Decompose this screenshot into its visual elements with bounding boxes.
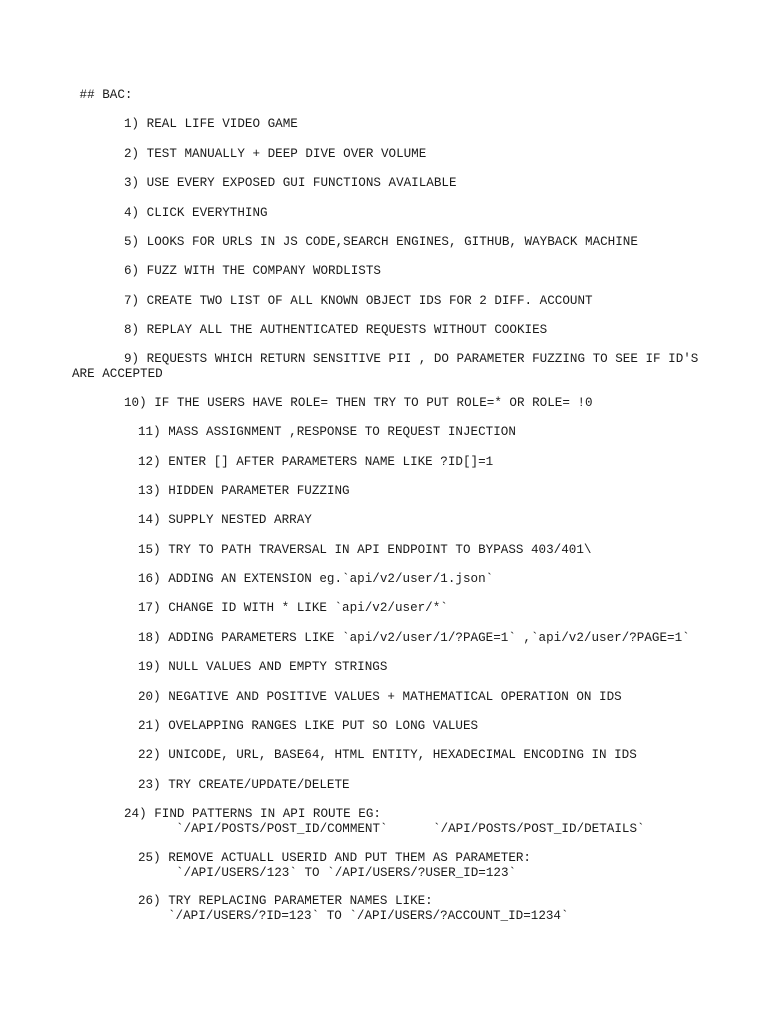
list-item: 12) ENTER [] AFTER PARAMETERS NAME LIKE ?ID[]=1 (138, 455, 494, 469)
list-item: 5) LOOKS FOR URLS IN JS CODE,SEARCH ENGINES, GITHUB, WAYBACK MACHINE (124, 235, 638, 249)
list-item: 14) SUPPLY NESTED ARRAY (138, 513, 312, 527)
list-item: 9) REQUESTS WHICH RETURN SENSITIVE PII , DO PARAMETER FUZZING TO SEE IF ID'S (124, 352, 699, 366)
list-item: 25) REMOVE ACTUALL USERID AND PUT THEM AS PARAMETER: (138, 851, 531, 865)
list-item: 1) REAL LIFE VIDEO GAME (124, 117, 298, 131)
list-item-example: `/API/USERS/?ID=123` TO `/API/USERS/?ACCOUNT_ID=1234` (168, 909, 569, 923)
list-item-continuation: ARE ACCEPTED (72, 367, 163, 381)
list-item: 4) CLICK EVERYTHING (124, 206, 268, 220)
document-heading: ## BAC: (72, 88, 133, 102)
list-item: 6) FUZZ WITH THE COMPANY WORDLISTS (124, 264, 381, 278)
list-item: 23) TRY CREATE/UPDATE/DELETE (138, 778, 350, 792)
list-item: 7) CREATE TWO LIST OF ALL KNOWN OBJECT IDS FOR 2 DIFF. ACCOUNT (124, 294, 593, 308)
list-item: 2) TEST MANUALLY + DEEP DIVE OVER VOLUME (124, 147, 427, 161)
list-item: 22) UNICODE, URL, BASE64, HTML ENTITY, HEXADECIMAL ENCODING IN IDS (138, 748, 637, 762)
list-item: 19) NULL VALUES AND EMPTY STRINGS (138, 660, 388, 674)
list-item: 16) ADDING AN EXTENSION eg.`api/v2/user/1.json` (138, 572, 494, 586)
list-item: 26) TRY REPLACING PARAMETER NAMES LIKE: (138, 894, 433, 908)
list-item: 13) HIDDEN PARAMETER FUZZING (138, 484, 350, 498)
list-item-example: `/API/POSTS/POST_ID/COMMENT` `/API/POSTS/POST_ID/DETAILS` (176, 822, 645, 836)
list-item: 11) MASS ASSIGNMENT ,RESPONSE TO REQUEST INJECTION (138, 425, 516, 439)
list-item-example: `/API/USERS/123` TO `/API/USERS/?USER_ID=123` (176, 866, 517, 880)
list-item: 18) ADDING PARAMETERS LIKE `api/v2/user/1/?PAGE=1` ,`api/v2/user/?PAGE=1` (138, 631, 690, 645)
list-item: 20) NEGATIVE AND POSITIVE VALUES + MATHEMATICAL OPERATION ON IDS (138, 690, 622, 704)
list-item: 21) OVELAPPING RANGES LIKE PUT SO LONG VALUES (138, 719, 479, 733)
list-item: 10) IF THE USERS HAVE ROLE= THEN TRY TO PUT ROLE=* OR ROLE= !0 (124, 396, 593, 410)
list-item: 17) CHANGE ID WITH * LIKE `api/v2/user/*` (138, 601, 448, 615)
list-item: 15) TRY TO PATH TRAVERSAL IN API ENDPOINT TO BYPASS 403/401\ (138, 543, 592, 557)
list-item: 24) FIND PATTERNS IN API ROUTE EG: (124, 807, 381, 821)
list-item: 8) REPLAY ALL THE AUTHENTICATED REQUESTS WITHOUT COOKIES (124, 323, 548, 337)
list-item: 3) USE EVERY EXPOSED GUI FUNCTIONS AVAILABLE (124, 176, 457, 190)
